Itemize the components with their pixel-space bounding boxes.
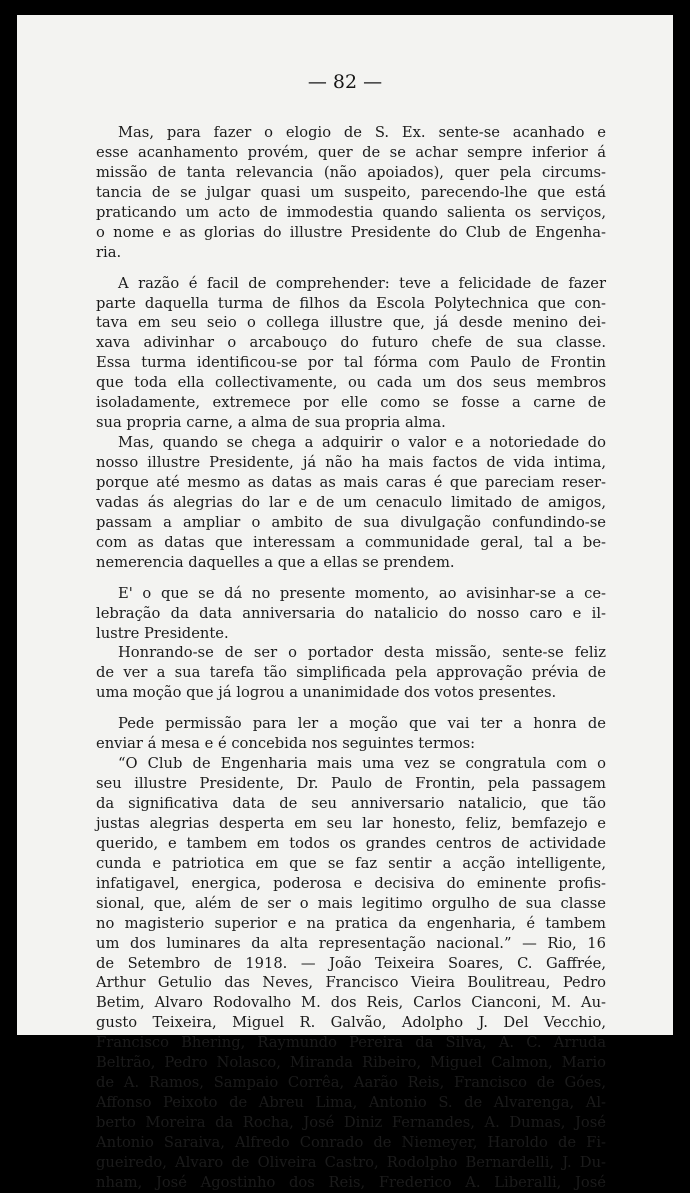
text-line: A razão é facil de comprehender: teve a felicidade de fazer bbox=[118, 274, 606, 292]
text-line: Pede permissão para ler a moção que vai ter a honra de bbox=[118, 715, 606, 733]
book-page bbox=[17, 15, 673, 1191]
text-line: querido, e tambem em todos os grandes centros de actividade bbox=[96, 834, 606, 852]
text-line: uma moção que já logrou a unanimidade dos votos presentes. bbox=[96, 684, 557, 702]
text-line: seu illustre Presidente, Dr. Paulo de Frontin, pela passagem bbox=[96, 775, 606, 793]
text-line: esse acanhamento provém, quer de se achar sempre inferior á bbox=[96, 143, 606, 161]
text-line: o nome e as glorias do illustre Presidente do Club de Engenha- bbox=[96, 223, 606, 241]
text-line: no magisterio superior e na pratica da engenharia, é tambem bbox=[96, 914, 606, 932]
body-text bbox=[96, 123, 606, 1193]
text-line: Arthur Getulio das Neves, Francisco Vieira Boulitreau, Pedro bbox=[96, 974, 606, 992]
text-line: isoladamente, extremece por elle como se fosse a carne de bbox=[96, 394, 606, 412]
page-number: — 82 — bbox=[307, 71, 383, 93]
text-line: de A. Ramos, Sampaio Corrêa, Aarão Reis, Francisco de Góes, bbox=[96, 1074, 606, 1092]
text-line: xava adivinhar o arcabouço do futuro chefe de sua classe. bbox=[96, 334, 606, 352]
text-line: de ver a sua tarefa tão simplificada pela approvação prévia de bbox=[96, 664, 606, 682]
text-line: sional, que, além de ser o mais legitimo orgulho de sua classe bbox=[96, 894, 606, 912]
text-line: Mas, quando se chega a adquirir o valor e a notoriedade do bbox=[118, 434, 606, 452]
text-line: nosso illustre Presidente, já não ha mais factos de vida intima, bbox=[96, 454, 606, 471]
text-line: lebração da data anniversaria do natalicio do nosso caro e il- bbox=[96, 604, 606, 622]
text-line: lustre Presidente. bbox=[96, 624, 229, 642]
text-line: Antonio Saraiva, Alfredo Conrado de Niemeyer, Haroldo de Fi- bbox=[96, 1133, 606, 1151]
text-line: infatigavel, energica, poderosa e decisiva do eminente profis- bbox=[96, 874, 606, 892]
text-line: porque até mesmo as datas as mais caras é que pareciam reser- bbox=[96, 473, 606, 491]
text-line: um dos luminares da alta representação nacional.” — Rio, 16 bbox=[96, 934, 606, 952]
text-line: tancia de se julgar quasi um suspeito, parecendo-lhe que está bbox=[96, 183, 606, 201]
text-line: passam a ampliar o ambito de sua divulgação confundindo-se bbox=[96, 513, 606, 531]
text-line: Betim, Alvaro Rodovalho M. dos Reis, Carlos Cianconi, M. Au- bbox=[96, 994, 606, 1012]
text-line: tava em seu seio o collega illustre que, já desde menino dei- bbox=[96, 314, 606, 332]
text-line: Affonso Peixoto de Abreu Lima, Antonio S. de Alvarenga, Al- bbox=[96, 1094, 606, 1112]
text-line: vadas ás alegrias do lar e de um cenaculo limitado de amigos, bbox=[96, 493, 606, 511]
text-line: E' o que se dá no presente momento, ao avisinhar-se a ce- bbox=[118, 584, 606, 602]
text-line: cunda e patriotica em que se faz sentir a acção intelligente, bbox=[96, 854, 606, 872]
text-line: justas alegrias desperta em seu lar honesto, feliz, bemfazejo e bbox=[96, 814, 606, 832]
text-line: berto Moreira da Rocha, José Diniz Fernandes, A. Dumas, José bbox=[96, 1114, 606, 1131]
text-line: Essa turma identificou-se por tal fórma com Paulo de Frontin bbox=[96, 354, 606, 372]
text-line: com as datas que interessam a communidade geral, tal a be- bbox=[96, 533, 606, 551]
text-line: Mas, para fazer o elogio de S. Ex. sente-se acanhado e bbox=[118, 124, 606, 141]
text-line: ria. bbox=[96, 243, 122, 261]
text-line: enviar á mesa e é concebida nos seguintes termos: bbox=[96, 735, 476, 753]
text-line: que toda ella collectivamente, ou cada um dos seus membros bbox=[96, 374, 606, 392]
text-line: nham, José Agostinho dos Reis, Frederico A. Liberalli, José bbox=[96, 1173, 606, 1191]
text-line: “O Club de Engenharia mais uma vez se congratula com o bbox=[118, 755, 606, 773]
text-line: gueiredo, Alvaro de Oliveira Castro, Rodolpho Bernardelli, J. Du- bbox=[96, 1153, 606, 1171]
text-line: Beltrão, Pedro Nolasco, Miranda Ribeiro, Miguel Calmon, Mario bbox=[96, 1054, 606, 1072]
text-line: Honrando-se de ser o portador desta missão, sente-se feliz bbox=[118, 644, 606, 662]
text-line: de Setembro de 1918. — João Teixeira Soares, C. Gaffrée, bbox=[96, 954, 606, 972]
text-line: praticando um acto de immodestia quando salienta os serviços, bbox=[96, 203, 606, 221]
text-line: Francisco Bhering, Raymundo Pereira da Silva, A. C. Arruda bbox=[96, 1034, 606, 1052]
text-line: gusto Teixeira, Miguel R. Galvão, Adolpho J. Del Vecchio, bbox=[96, 1014, 606, 1032]
text-line: nemerencia daquelles a que a ellas se prendem. bbox=[96, 553, 455, 571]
text-line: sua propria carne, a alma de sua propria alma. bbox=[96, 414, 446, 432]
text-line: da significativa data de seu anniversario natalicio, que tão bbox=[96, 795, 606, 812]
text-line: parte daquella turma de filhos da Escola Polytechnica que con- bbox=[96, 294, 606, 312]
text-line: missão de tanta relevancia (não apoiados), quer pela circums- bbox=[96, 163, 606, 181]
